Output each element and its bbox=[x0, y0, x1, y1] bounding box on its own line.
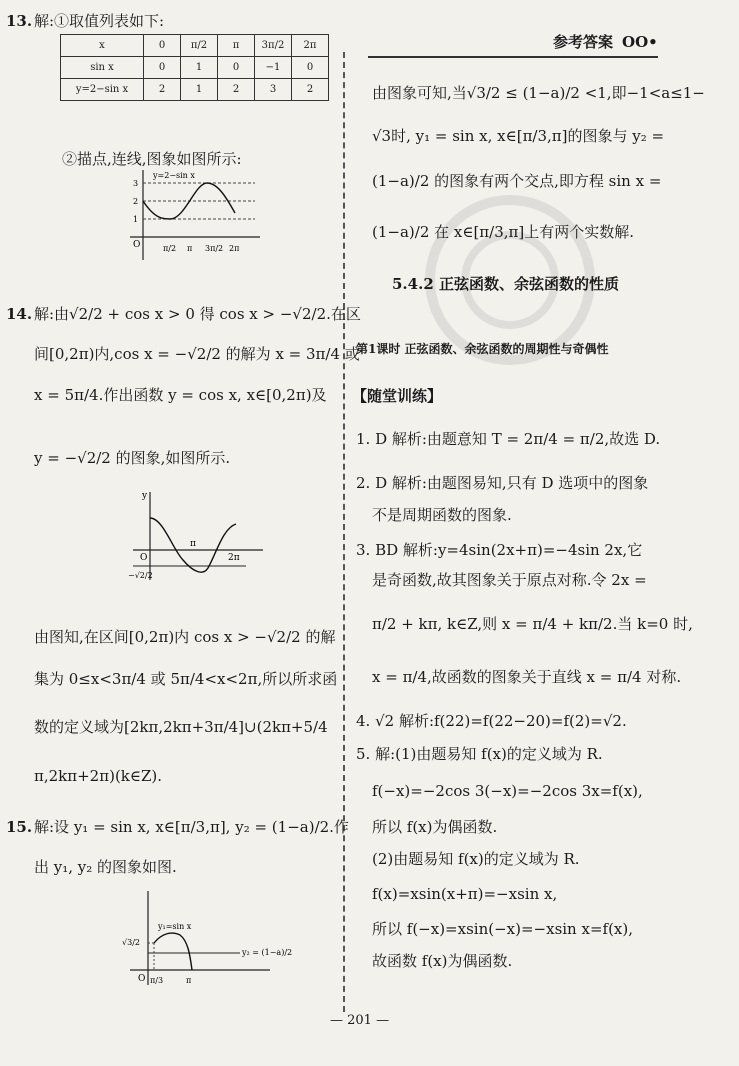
table-cell: 3 bbox=[255, 79, 292, 101]
answer-3d: x = π/4,故函数的图象关于直线 x = π/4 对称. bbox=[372, 668, 682, 686]
table-cell: 0 bbox=[144, 35, 181, 57]
page-number: — 201 — bbox=[330, 1013, 390, 1028]
header-rule bbox=[368, 56, 658, 58]
svg-text:O: O bbox=[133, 240, 141, 250]
table-cell: π bbox=[218, 35, 255, 57]
q14-graph bbox=[128, 488, 268, 583]
answer-3a: 3. BD 解析:y=4sin(2x+π)=−4sin 2x,它 bbox=[356, 541, 643, 559]
q14-after-2: 集为 0≤x<3π/4 或 5π/4<x<2π,所以所求函 bbox=[34, 670, 338, 688]
value-table bbox=[60, 34, 329, 101]
svg-text:1: 1 bbox=[133, 215, 139, 224]
q15-line-1: 解:设 y₁ = sin x, x∈[π/3,π], y₂ = (1−a)/2.作 bbox=[34, 818, 349, 836]
section-title: 5.4.2 正弦函数、余弦函数的性质 bbox=[392, 275, 619, 293]
svg-text:π: π bbox=[186, 976, 192, 985]
table-cell: 1 bbox=[181, 79, 218, 101]
q14-line-2: 间[0,2π)内,cos x = −√2/2 的解为 x = 3π/4 或 bbox=[34, 345, 360, 363]
q13-step2: ②描点,连线,图象如图所示: bbox=[62, 150, 242, 168]
svg-text:π/3: π/3 bbox=[150, 976, 164, 985]
table-cell: y=2−sin x bbox=[61, 79, 144, 101]
svg-text:3: 3 bbox=[133, 179, 139, 188]
q14-after-3: 数的定义域为[2kπ,2kπ+3π/4]∪(2kπ+5/4 bbox=[34, 718, 328, 736]
table-row bbox=[61, 35, 329, 57]
q13-number: 13. bbox=[6, 12, 33, 30]
svg-text:−√2/2: −√2/2 bbox=[128, 571, 153, 580]
table-cell: 3π/2 bbox=[255, 35, 292, 57]
right-cont-3: (1−a)/2 的图象有两个交点,即方程 sin x = bbox=[372, 172, 662, 190]
q14-line-4: y = −√2/2 的图象,如图所示. bbox=[34, 449, 231, 467]
svg-text:y₁=sin x: y₁=sin x bbox=[158, 922, 192, 931]
svg-text:π: π bbox=[187, 244, 193, 253]
table-cell: 2 bbox=[292, 79, 329, 101]
answer-5-7: 故函数 f(x)为偶函数. bbox=[372, 952, 513, 970]
table-cell: 0 bbox=[144, 57, 181, 79]
q13-head: 解:①取值列表如下: bbox=[34, 12, 165, 30]
table-row bbox=[61, 57, 329, 79]
svg-text:3π/2: 3π/2 bbox=[205, 244, 224, 253]
answer-5-6: 所以 f(−x)=xsin(−x)=−xsin x=f(x), bbox=[372, 920, 633, 938]
svg-text:2: 2 bbox=[133, 197, 139, 206]
answer-5-1: 5. 解:(1)由题易知 f(x)的定义域为 R. bbox=[356, 745, 603, 763]
q15-line-2: 出 y₁, y₂ 的图象如图. bbox=[34, 858, 177, 876]
svg-text:2π: 2π bbox=[229, 244, 240, 253]
svg-text:y: y bbox=[142, 491, 148, 501]
table-cell: 0 bbox=[292, 57, 329, 79]
answer-3c: π/2 + kπ, k∈Z,则 x = π/4 + kπ/2.当 k=0 时, bbox=[372, 615, 693, 633]
table-cell: 2 bbox=[218, 79, 255, 101]
right-cont-1: 由图象可知,当√3/2 ≤ (1−a)/2 <1,即−1<a≤1− bbox=[372, 84, 705, 102]
answer-1: 1. D 解析:由题意知 T = 2π/4 = π/2,故选 D. bbox=[356, 430, 661, 448]
table-cell: 1 bbox=[181, 57, 218, 79]
answer-5-5: f(x)=xsin(x+π)=−xsin x, bbox=[372, 885, 558, 903]
table-cell: −1 bbox=[255, 57, 292, 79]
svg-text:√3/2: √3/2 bbox=[122, 938, 140, 947]
q14-after-4: π,2kπ+2π)(k∈Z). bbox=[34, 767, 163, 785]
column-divider bbox=[343, 52, 345, 1012]
answer-5-4: (2)由题易知 f(x)的定义域为 R. bbox=[372, 850, 580, 868]
drill-heading: 【随堂训练】 bbox=[352, 387, 443, 405]
right-cont-2: √3时, y₁ = sin x, x∈[π/3,π]的图象与 y₂ = bbox=[372, 127, 665, 145]
svg-text:y₂ = (1−a)/2: y₂ = (1−a)/2 bbox=[242, 948, 293, 957]
table-row bbox=[61, 79, 329, 101]
answer-5-3: 所以 f(x)为偶函数. bbox=[372, 818, 498, 836]
q15-graph bbox=[120, 885, 295, 990]
header-dots: OO• bbox=[622, 33, 658, 51]
svg-text:π: π bbox=[190, 539, 196, 549]
answer-2a: 2. D 解析:由题图易知,只有 D 选项中的图象 bbox=[356, 474, 649, 492]
table-cell: sin x bbox=[61, 57, 144, 79]
q14-after-1: 由图知,在区间[0,2π)内 cos x > −√2/2 的解 bbox=[34, 628, 336, 646]
answer-5-2: f(−x)=−2cos 3(−x)=−2cos 3x=f(x), bbox=[372, 782, 643, 800]
table-cell: x bbox=[61, 35, 144, 57]
q14-line-1: 解:由√2/2 + cos x > 0 得 cos x > −√2/2.在区 bbox=[34, 305, 361, 323]
svg-text:π/2: π/2 bbox=[163, 244, 177, 253]
svg-text:O: O bbox=[138, 974, 146, 984]
q13-graph bbox=[125, 165, 265, 267]
answer-4: 4. √2 解析:f(22)=f(22−20)=f(2)=√2. bbox=[356, 712, 627, 730]
lesson-title: 第1课时 正弦函数、余弦函数的周期性与奇偶性 bbox=[356, 342, 609, 356]
table-cell: π/2 bbox=[181, 35, 218, 57]
table-cell: 2π bbox=[292, 35, 329, 57]
answer-3b: 是奇函数,故其图象关于原点对称.令 2x = bbox=[372, 571, 647, 589]
q13-curve-label: y=2−sin x bbox=[153, 171, 195, 180]
q14-line-3: x = 5π/4.作出函数 y = cos x, x∈[0,2π)及 bbox=[34, 386, 327, 404]
svg-text:O: O bbox=[140, 553, 148, 563]
header-title: 参考答案 bbox=[553, 33, 614, 51]
q14-number: 14. bbox=[6, 305, 33, 323]
answer-2b: 不是周期函数的图象. bbox=[372, 506, 512, 524]
table-cell: 0 bbox=[218, 57, 255, 79]
right-cont-4: (1−a)/2 在 x∈[π/3,π]上有两个实数解. bbox=[372, 223, 635, 241]
q15-number: 15. bbox=[6, 818, 33, 836]
table-cell: 2 bbox=[144, 79, 181, 101]
svg-text:2π: 2π bbox=[228, 553, 240, 563]
